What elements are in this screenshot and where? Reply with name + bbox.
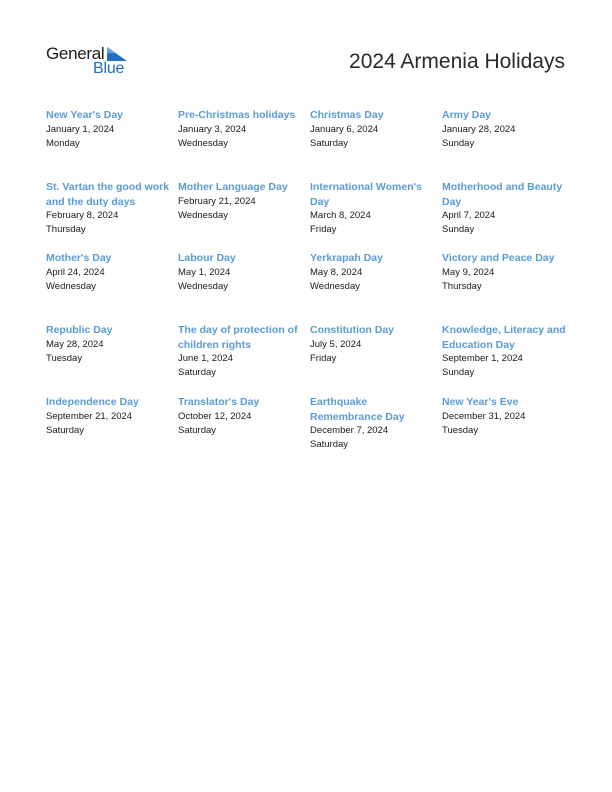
general-blue-logo [46, 44, 136, 80]
holiday-name: Labour Day [178, 252, 236, 264]
holiday-name: The day of protection of children rights [178, 324, 298, 351]
holiday-name: St. Vartan the good work and the duty days [46, 181, 170, 208]
holiday-weekday: Thursday [442, 280, 482, 292]
holiday-entry [46, 323, 178, 395]
holiday-date: December 7, 2024 [310, 425, 389, 436]
holiday-name: Pre-Christmas holidays [178, 109, 296, 121]
holiday-name: Christmas Day [310, 109, 384, 121]
holiday-entry [46, 395, 178, 467]
holiday-date: December 31, 2024 [442, 410, 526, 422]
holiday-weekday: Wednesday [178, 280, 228, 292]
holiday-date: September 21, 2024 [46, 410, 133, 422]
holiday-entry [46, 180, 178, 251]
holiday-weekday: Wednesday [178, 137, 228, 149]
holiday-weekday: Sunday [442, 367, 475, 378]
holiday-weekday: Friday [310, 352, 337, 364]
holiday-name: Republic Day [46, 324, 113, 336]
holiday-weekday: Saturday [310, 439, 349, 450]
holiday-date: February 21, 2024 [178, 195, 256, 207]
holiday-entry [46, 108, 178, 180]
holiday-entry [442, 180, 576, 251]
holiday-name: Army Day [442, 109, 492, 121]
holiday-name: Independence Day [46, 396, 139, 408]
holiday-name: Mother Language Day [178, 181, 288, 193]
holiday-date: May 1, 2024 [178, 266, 231, 278]
holiday-name: Victory and Peace Day [442, 252, 555, 264]
page-title: 2024 Armenia Holidays [349, 50, 565, 73]
holiday-grid [46, 108, 576, 467]
logo-word-general: General [46, 44, 105, 63]
holiday-date: February 8, 2024 [46, 210, 119, 221]
holiday-weekday: Monday [46, 137, 80, 149]
holiday-entry [442, 108, 576, 180]
holiday-weekday: Saturday [178, 424, 217, 436]
holiday-date: January 28, 2024 [442, 123, 516, 135]
holiday-entry [310, 108, 442, 180]
holiday-weekday: Saturday [46, 424, 85, 436]
holiday-entry [442, 323, 576, 395]
holiday-name: Translator's Day [178, 396, 260, 408]
holiday-entry [310, 180, 442, 251]
holiday-name: Mother's Day [46, 252, 112, 264]
holiday-weekday: Friday [310, 224, 337, 235]
holiday-date: May 28, 2024 [46, 338, 104, 350]
holiday-date: October 12, 2024 [178, 410, 252, 422]
logo-flag-icon [107, 47, 127, 61]
holiday-weekday: Wednesday [310, 280, 360, 292]
logo-word-blue: Blue [93, 60, 125, 77]
holiday-entry [178, 180, 310, 251]
holiday-weekday: Sunday [442, 137, 475, 149]
holiday-name: Constitution Day [310, 324, 394, 336]
holiday-date: May 9, 2024 [442, 266, 495, 278]
holiday-name: Earthquake Remembrance Day [310, 396, 405, 423]
holiday-date: January 1, 2024 [46, 123, 115, 135]
holiday-name: International Women's Day [310, 181, 422, 208]
holiday-date: September 1, 2024 [442, 353, 523, 364]
holiday-weekday: Saturday [178, 367, 217, 378]
holiday-entry [442, 251, 576, 323]
holiday-entry [310, 395, 442, 467]
holiday-name: Motherhood and Beauty Day [442, 181, 563, 208]
holiday-weekday: Saturday [310, 137, 349, 149]
holiday-weekday: Wednesday [178, 209, 228, 221]
holiday-entry [178, 251, 310, 323]
holiday-name: New Year's Day [46, 109, 124, 121]
holiday-entry [178, 395, 310, 467]
holiday-entry [178, 108, 310, 180]
holiday-entry [178, 323, 310, 395]
holiday-entry [310, 323, 442, 395]
holiday-date: May 8, 2024 [310, 266, 363, 278]
holiday-date: April 7, 2024 [442, 210, 496, 221]
holiday-date: July 5, 2024 [310, 338, 362, 350]
holiday-weekday: Thursday [46, 224, 86, 235]
holiday-weekday: Sunday [442, 224, 475, 235]
holiday-weekday: Tuesday [442, 424, 479, 436]
holiday-weekday: Tuesday [46, 352, 83, 364]
holiday-weekday: Wednesday [46, 280, 96, 292]
holiday-entry [310, 251, 442, 323]
holiday-name: New Year's Eve [442, 396, 519, 408]
holiday-date: April 24, 2024 [46, 266, 105, 278]
holiday-name: Knowledge, Literacy and Education Day [442, 324, 566, 351]
holiday-date: January 3, 2024 [178, 123, 247, 135]
holiday-name: Yerkrapah Day [310, 252, 383, 264]
holiday-entry [442, 395, 576, 467]
holiday-date: March 8, 2024 [310, 210, 371, 221]
holiday-date: June 1, 2024 [178, 353, 233, 364]
holiday-entry [46, 251, 178, 323]
holiday-date: January 6, 2024 [310, 123, 379, 135]
